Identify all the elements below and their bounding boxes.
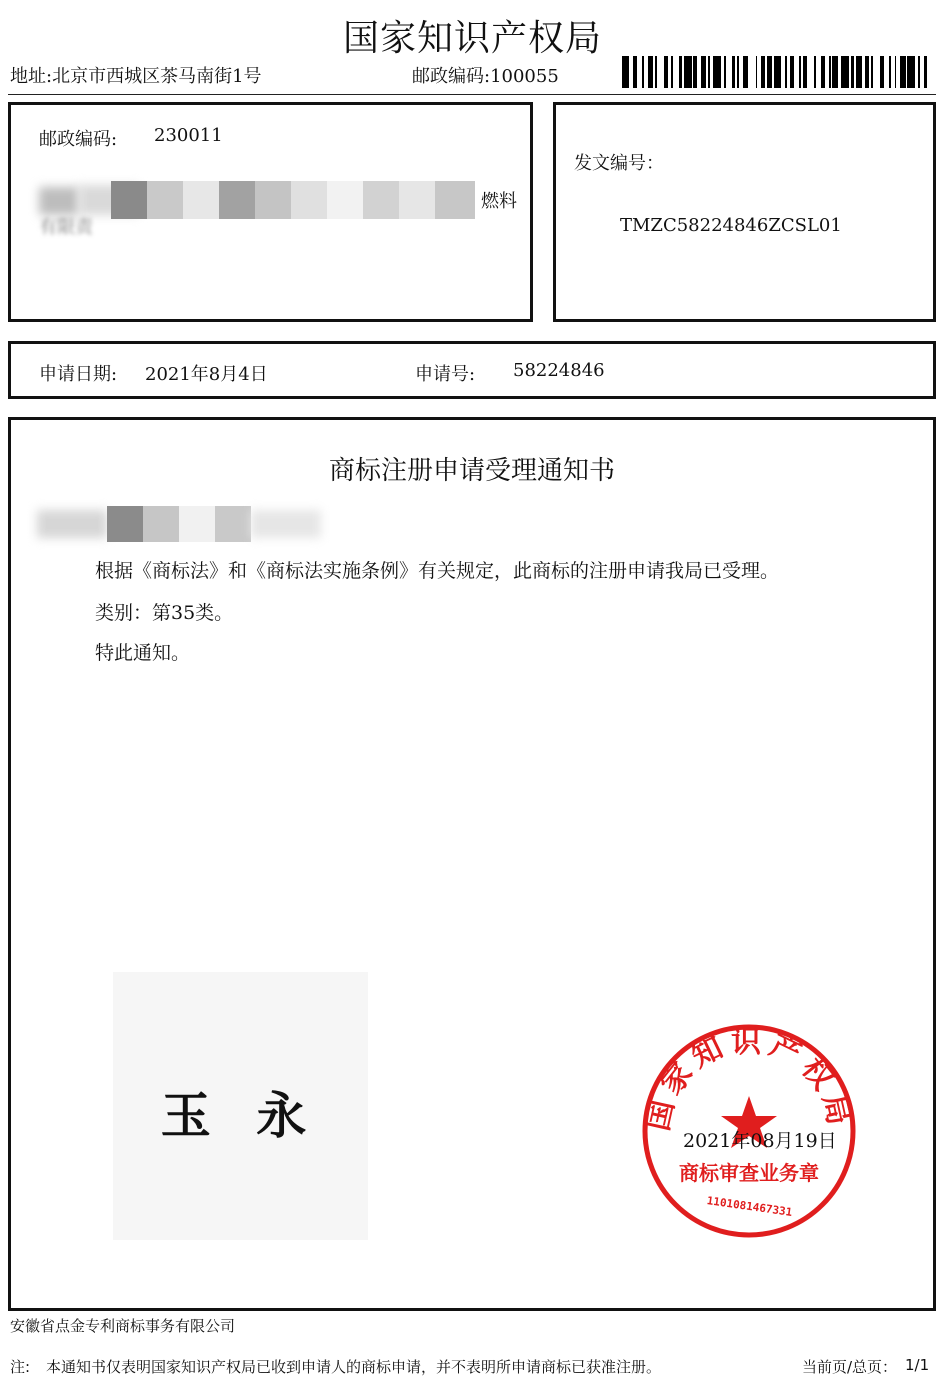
trademark-specimen	[113, 972, 368, 1240]
footer-note: 本通知书仅表明国家知识产权局已收到申请人的商标申请，并不表明所申请商标已获准注册。	[46, 1358, 662, 1376]
issuer-title: 国家知识产权局	[342, 18, 602, 59]
application-number-label: 申请号:	[415, 364, 476, 385]
application-date-label: 申请日期:	[39, 364, 118, 385]
footer-page-value: 1/1	[905, 1356, 930, 1374]
seal-code: 1101081467331	[705, 1194, 794, 1219]
doc-ref-box	[553, 102, 936, 322]
seal-outer-text: 国家知识产权局	[640, 1025, 858, 1135]
header-divider	[8, 94, 936, 95]
notice-heading: 商标注册申请受理通知书	[328, 456, 615, 486]
recipient-name-redacted	[39, 181, 481, 219]
doc-ref-label: 发文编号：	[574, 153, 664, 174]
notice-date: 2021年08月19日	[683, 1130, 837, 1152]
issuer-address: 地址:北京市西城区茶马南街1号	[10, 66, 262, 87]
notice-closing: 特此通知。	[95, 642, 191, 664]
agent-name: 安徽省点金专利商标事务有限公司	[10, 1317, 236, 1335]
application-info-box	[8, 341, 936, 399]
recipient-box	[8, 102, 533, 322]
recipient-name-suffix: 燃料	[481, 191, 517, 212]
issuer-postcode: 邮政编码:100055	[412, 66, 559, 87]
doc-ref-value: TMZC58224846ZCSL01	[620, 215, 842, 236]
barcode	[622, 56, 928, 88]
footer-note-label: 注:	[10, 1358, 31, 1376]
addressee-redacted	[37, 506, 337, 542]
notice-box	[8, 417, 936, 1311]
recipient-postcode-label: 邮政编码:	[39, 129, 118, 150]
footer-page-label: 当前页/总页：	[802, 1358, 898, 1376]
recipient-name-line2: 有限责	[39, 217, 93, 238]
seal-inner-text: 商标审查业务章	[679, 1161, 819, 1185]
application-number-value: 58224846	[513, 360, 605, 381]
notice-category: 类别：第35类。	[95, 602, 234, 624]
trademark-text: 玉 永	[160, 1086, 321, 1145]
recipient-postcode-value: 230011	[154, 125, 223, 146]
application-date-value: 2021年8月4日	[145, 364, 268, 385]
notice-body: 根据《商标法》和《商标法实施条例》有关规定，此商标的注册申请我局已受理。	[95, 560, 780, 582]
